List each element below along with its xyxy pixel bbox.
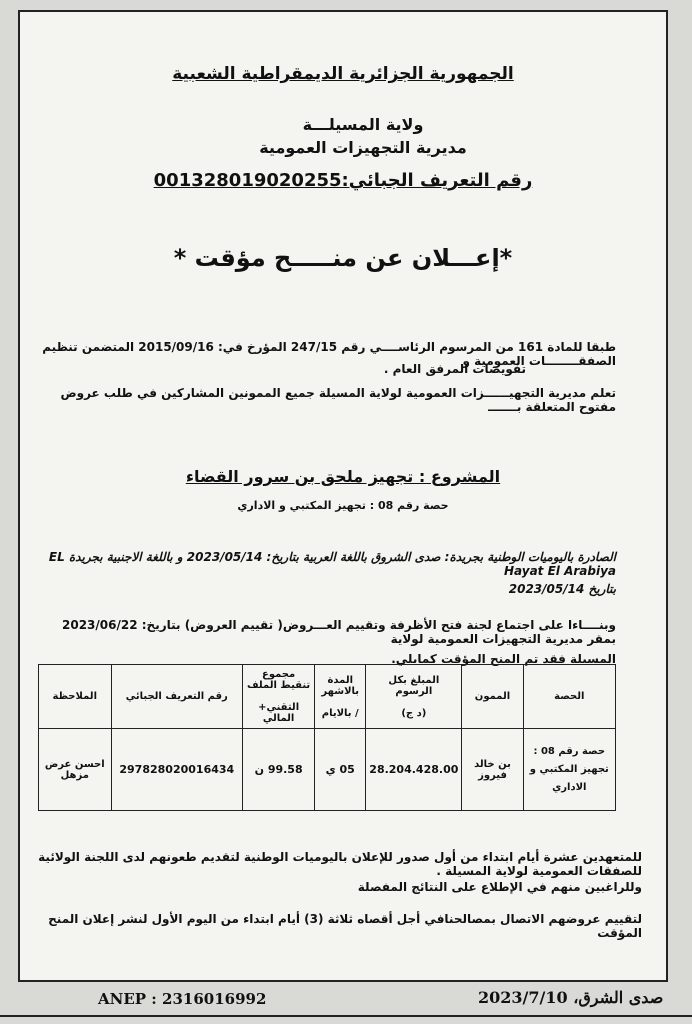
intro-line-3: تعلم مديرية التجهيــــــزات العمومية لولاية المسيلة جميع الممونين المشاركين في طلب عروض مفتوح المتعلقة بـــــــ [60, 386, 616, 414]
bottom-rule [0, 1015, 692, 1017]
tax-id-heading: رقم التعريف الجبائي:001328019020255 [153, 170, 533, 191]
award-table [38, 664, 616, 811]
announcement-page [18, 10, 668, 982]
newspaper-footer: صدى الشرق، 2023/7/10 [478, 988, 664, 1007]
intro-line-2: تفويضات المرفق العام . [383, 362, 526, 376]
publication-line-2: بتاريخ 2023/05/14 [508, 582, 616, 596]
closing-line-1: للمتعهدين عشرة أيام ابتداء من أول صدور للإعلان باليوميات الوطنية لتقديم طعونهم لدى اللجنة الولائية للصفقات العمومية لولاية المسيلة . [38, 850, 642, 878]
lot-subtitle: حصة رقم 08 : تجهيز المكتبي و الاداري [237, 499, 449, 512]
cell-amount: 28.204.428.00 [366, 729, 462, 811]
header-duration: المدة بالاشهر / بالايام [315, 665, 366, 729]
table-row [39, 729, 616, 811]
header-score: مجموع تنقيط الملف التقني+ المالي [243, 665, 315, 729]
meeting-line-2: المسيلة فقد تم المنح المؤقت كمايلي. [391, 652, 616, 666]
table-header-row [39, 665, 616, 729]
anep-reference: ANEP : 2316016992 [98, 990, 267, 1008]
header-tax-id: رقم التعريف الجبائي [111, 665, 243, 729]
closing-line-3: لتقييم عروضهم الاتصال بمصالحنافي أجل أقصاه ثلاثة (3) أيام ابتداء من اليوم الأول لنشر إعلان المنح المؤقت [48, 912, 642, 940]
intro-line-1: طبقا للمادة 161 من المرسوم الرئاســــي رقم 247/15 المؤرخ في: 2015/09/16 المتضمن تنظيم الصفقــــــــات العمومية و [42, 340, 616, 368]
header-note: الملاحظة [39, 665, 112, 729]
project-title: المشروع : تجهيز ملحق بن سرور القضاء [185, 467, 501, 486]
header-amount: المبلغ بكل الرسوم (د ج) [366, 665, 462, 729]
page-title: *إعـــلان عن منـــــح مؤقت * [173, 244, 513, 272]
cell-note: احسن عرض مزهل [39, 729, 112, 811]
header-lot: الحصة [523, 665, 615, 729]
cell-duration: 05 ي [315, 729, 366, 811]
republic-heading: الجمهورية الجزائرية الديمقراطية الشعبية [172, 64, 514, 84]
closing-line-2: وللراغبين منهم في الإطلاع على النتائج المفصلة [357, 880, 642, 894]
cell-score: 99.58 ن [243, 729, 315, 811]
cell-supplier: بن خالد فيروز [462, 729, 523, 811]
cell-lot: حصة رقم 08 : تجهيز المكتبي و الاداري [523, 729, 615, 811]
cell-tax-id: 297828020016434 [111, 729, 243, 811]
publication-line-1: الصادرة باليوميات الوطنية بجريدة: صدى الشروق باللغة العربية بتاريخ: 2023/05/14 و باللغة الاجنبية بجريدة EL Hayat El Arabiya [48, 550, 616, 578]
meeting-line-1: وبنــــاءا على اجتماع لجنة فتح الأظرفة وتقييم العـــروض( تقييم العروض) بتاريخ: 2023/06/22 بمقر مديرية التجهيزات العمومية لولاية [62, 618, 616, 646]
header-supplier: الممون [462, 665, 523, 729]
wilaya-heading: ولاية المسيلـــة [302, 115, 424, 134]
direction-heading: مديرية التجهيزات العمومية [259, 138, 467, 157]
